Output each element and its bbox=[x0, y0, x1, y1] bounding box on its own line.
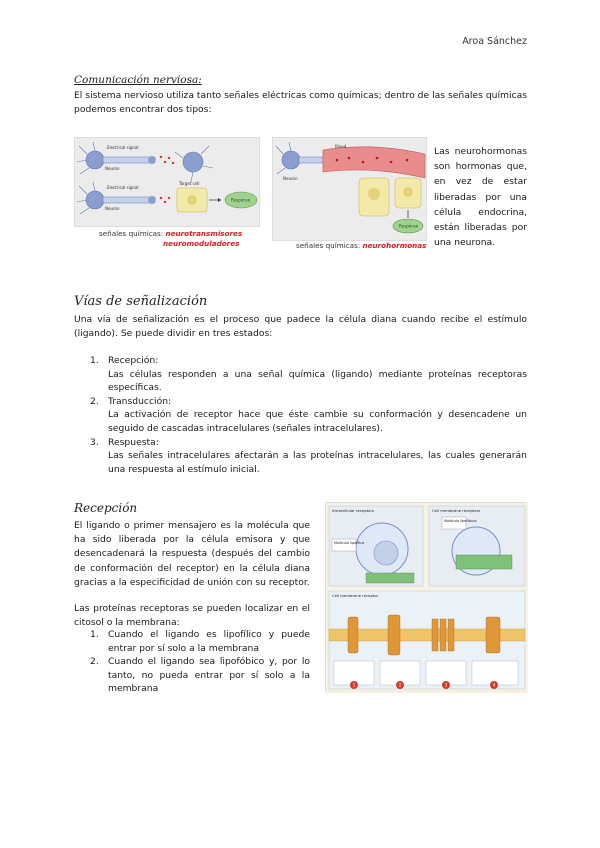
side-note-neurohormonas: Las neurohormonas son hormonas que, en vez de estar liberadas por una célula endocrina, están liberadas por una neurona. bbox=[434, 146, 527, 249]
section1-intro: El sistema nervioso utiliza tanto señales eléctricas como químicas; dentro de las señales químicas podemos encontrar dos tipos: bbox=[74, 90, 527, 116]
list-item bbox=[74, 395, 527, 436]
section-title-comunicacion: Comunicación nerviosa: bbox=[74, 74, 202, 86]
label-response-1: Response bbox=[231, 197, 251, 203]
caption-fig1-line2 bbox=[163, 239, 239, 248]
figure-neurohormones bbox=[272, 137, 427, 241]
item-text: Cuando el ligando sea lipofóbico y, por lo tanto, no pueda entrar por sí solo a la membrana bbox=[108, 656, 310, 695]
item-number: 2. bbox=[90, 656, 99, 668]
caption-fig1-line1 bbox=[99, 229, 242, 238]
list-item bbox=[74, 655, 310, 696]
label-blood: Blood bbox=[335, 144, 347, 149]
caption-fig2 bbox=[296, 241, 426, 250]
label-neuron-3: Neuron bbox=[283, 176, 298, 181]
section-title-recepcion: Recepción bbox=[74, 501, 138, 515]
list-item bbox=[74, 628, 310, 655]
receptors-diagram bbox=[326, 503, 528, 693]
label-electrical-signal-1: Electrical signal bbox=[107, 145, 139, 150]
author-name: Aroa Sánchez bbox=[462, 36, 527, 47]
figure-neurotransmitters bbox=[74, 137, 260, 227]
section2-intro: Una vía de señalización es el proceso que padece la célula diana cuando recibe el estímulo (ligando). Se puede dividir en tres estados: bbox=[74, 314, 527, 340]
badge-3: 3 bbox=[444, 682, 448, 688]
item-text: Cuando el ligando es lipofílico y puede entrar por sí solo a la membrana bbox=[108, 629, 310, 654]
label-neuron-1: Neuron bbox=[105, 166, 120, 171]
label-response-2: Response bbox=[399, 223, 419, 229]
list-item bbox=[74, 436, 527, 477]
caption-fig1-neurotransmisores: neurotransmisores bbox=[165, 229, 243, 238]
caption-fig1-neuromoduladores: neuromoduladores bbox=[163, 239, 240, 248]
figure-receptors bbox=[325, 502, 527, 692]
section-title-vias: Vías de señalización bbox=[74, 294, 208, 309]
stages-list bbox=[74, 354, 527, 476]
item-number: 3. bbox=[90, 436, 99, 448]
panel-b-title: Cell membrane receptors bbox=[432, 508, 481, 513]
label-neuron-2: Neuron bbox=[105, 206, 120, 211]
label-target-cell: Target cell bbox=[179, 181, 200, 186]
item-title: Recepción: bbox=[108, 355, 159, 366]
section3-para2: Las proteínas receptoras se pueden localizar en el citosol o la membrana: bbox=[74, 603, 310, 629]
item-number: 2. bbox=[90, 395, 99, 407]
item-title: Respuesta: bbox=[108, 436, 159, 448]
item-text: Las señales intracelulares afectarán a las proteínas intracelulares, las cuales generarán una respuesta al estímulo inicial. bbox=[108, 450, 527, 475]
badge-2: 2 bbox=[398, 682, 402, 688]
neurohormones-diagram bbox=[273, 138, 428, 242]
caption-fig2-prefix: señales químicas: bbox=[296, 241, 361, 250]
label-lipofilic: Molécula lipofílica bbox=[334, 541, 365, 545]
item-number: 1. bbox=[90, 629, 99, 640]
section3-para1: El ligando o primer mensajero es la molécula que ha sido liberada por la célula emisora y que desencadenará la respuesta (después del cambio de conformación del receptor) en la célula diana gracias a la especificidad de unión con su receptor. bbox=[74, 520, 310, 588]
list-item bbox=[74, 354, 527, 395]
panel-a-title: Intracellular receptors bbox=[332, 508, 374, 513]
badge-4: 4 bbox=[492, 682, 496, 688]
item-text: La activación de receptor hace que éste cambie su conformación y desencadene un seguido de cascadas intracelulares (señales intracelulares). bbox=[108, 409, 527, 434]
neurotransmitters-diagram bbox=[75, 138, 261, 228]
label-electrical-signal-2: Electrical signal bbox=[107, 185, 139, 190]
label-lipofobic: Molécula lipofóbica bbox=[444, 519, 477, 523]
item-number: 1. bbox=[90, 355, 99, 366]
receptor-location-list bbox=[74, 628, 310, 696]
badge-1: 1 bbox=[352, 682, 356, 688]
bottom-band-title: Cell membrane receptor bbox=[332, 593, 379, 598]
item-title: Transducción: bbox=[108, 395, 172, 407]
caption-fig2-neurohormonas: neurohormonas bbox=[362, 241, 427, 250]
item-text: Las células responden a una señal química (ligando) mediante proteínas receptoras específicas. bbox=[108, 368, 527, 394]
caption-fig1-prefix: señales químicas: bbox=[99, 229, 164, 238]
